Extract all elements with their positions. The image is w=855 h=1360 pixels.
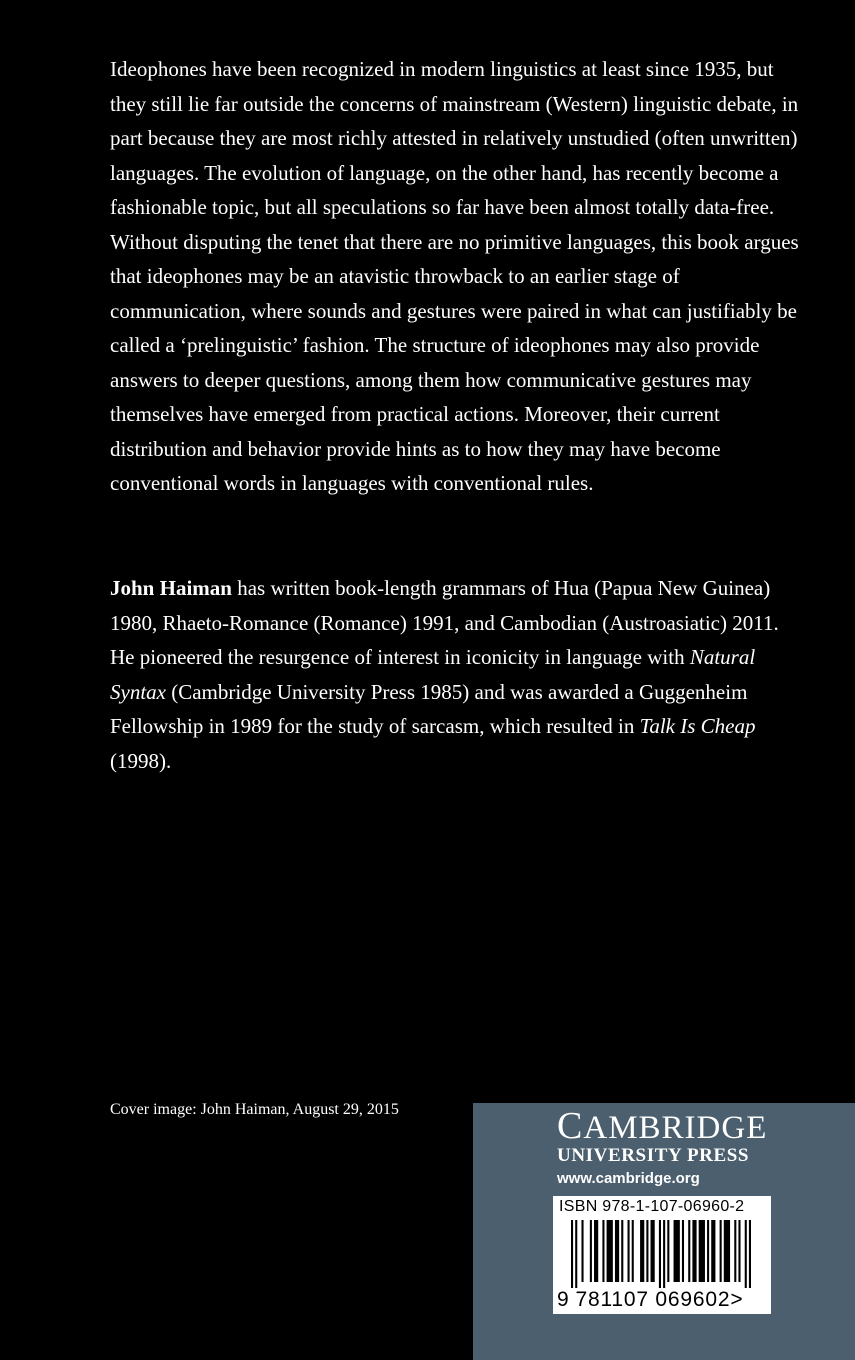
barcode-number: 781107 069602 <box>575 1288 731 1311</box>
barcode-bar <box>628 1220 630 1282</box>
author-bio <box>110 571 800 778</box>
publisher-name <box>557 1107 767 1147</box>
barcode-bar <box>663 1220 665 1288</box>
barcode-bar <box>621 1220 623 1282</box>
publisher-box <box>473 1103 855 1360</box>
book-title-natural-syntax: Natural Syntax <box>110 645 756 704</box>
publisher-url: www.cambridge.org <box>557 1170 700 1187</box>
bio-text-2: (Cambridge University Press 1985) and was awarded a Guggenheim Fellowship in 1989 for the study of sarcasm, which resulted in <box>110 679 748 738</box>
barcode-bar <box>615 1220 619 1282</box>
isbn-barcode-panel <box>553 1196 771 1314</box>
barcode-bar <box>688 1220 690 1282</box>
barcode-bar <box>724 1220 730 1282</box>
publisher-name-initial: C <box>557 1105 584 1147</box>
barcode-bar <box>651 1220 655 1282</box>
publisher-subtitle: UNIVERSITY PRESS <box>557 1145 750 1166</box>
barcode-bar <box>734 1220 736 1282</box>
barcode-bar <box>749 1220 751 1288</box>
barcode-bar <box>720 1220 722 1282</box>
author-name: John Haiman <box>110 576 232 600</box>
barcode-bar <box>575 1220 577 1288</box>
barcode-bar <box>692 1220 696 1282</box>
barcode-bar <box>682 1220 684 1282</box>
barcode-bar <box>711 1220 715 1282</box>
barcode-arrow: > <box>730 1288 744 1311</box>
barcode-bar <box>632 1220 634 1282</box>
barcode-lead-digit: 9 <box>557 1288 570 1311</box>
cover-image-credit: Cover image: John Haiman, August 29, 2015 <box>110 1101 399 1118</box>
barcode-bar <box>738 1220 740 1282</box>
barcode-bars <box>571 1220 751 1288</box>
barcode-bar <box>602 1220 604 1282</box>
bio-text-3: (1998). <box>110 748 172 773</box>
barcode-bar <box>659 1220 661 1288</box>
barcode-bar <box>581 1220 583 1282</box>
barcode-bar <box>607 1220 613 1282</box>
barcode-graphic <box>571 1220 751 1288</box>
barcode-bar <box>667 1220 669 1282</box>
book-title-talk-is-cheap: Talk Is Cheap <box>639 714 756 738</box>
barcode-bar <box>674 1220 680 1282</box>
barcode-bar <box>640 1220 644 1282</box>
barcode-bar <box>590 1220 592 1282</box>
barcode-bar <box>699 1220 705 1282</box>
barcode-bar <box>571 1220 573 1288</box>
barcode-bar <box>594 1220 598 1282</box>
bio-text-1: has written book-length grammars of Hua (Papua New Guinea) 1980, Rhaeto-Romance (Romance) 1991, and Cambodian (Austroasiatic) 2011. He pioneered the resurgence of interest in iconicity in language with <box>110 576 779 669</box>
barcode-bar <box>646 1220 648 1282</box>
publisher-name-rest: AMBRIDGE <box>583 1110 768 1146</box>
back-cover-blurb: Ideophones have been recognized in modern linguistics at least since 1935, but they still lie far outside the concerns of mainstream (Western) linguistic debate, in part because they are most richly attested in relatively unstudied (often unwritten) languages. The evolution of language, on the other hand, has recently become a fashionable topic, but all speculations so far have been almost totally data-free. Without disputing the tenet that there are no primitive languages, this book argues that ideophones may be an atavistic throwback to an earlier stage of communication, where sounds and gestures were paired in what can justifiably be called a ‘prelinguistic’ fashion. The structure of ideophones may also provide answers to deeper questions, among them how communicative gestures may themselves have emerged from practical actions. Moreover, their current distribution and behavior provide hints as to how they may have become conventional words in languages with conventional rules. <box>110 57 799 495</box>
barcode-bar <box>707 1220 709 1282</box>
isbn-label: ISBN 978-1-107-06960-2 <box>559 1198 745 1215</box>
barcode-digits <box>557 1288 767 1312</box>
barcode-bar <box>745 1220 747 1288</box>
